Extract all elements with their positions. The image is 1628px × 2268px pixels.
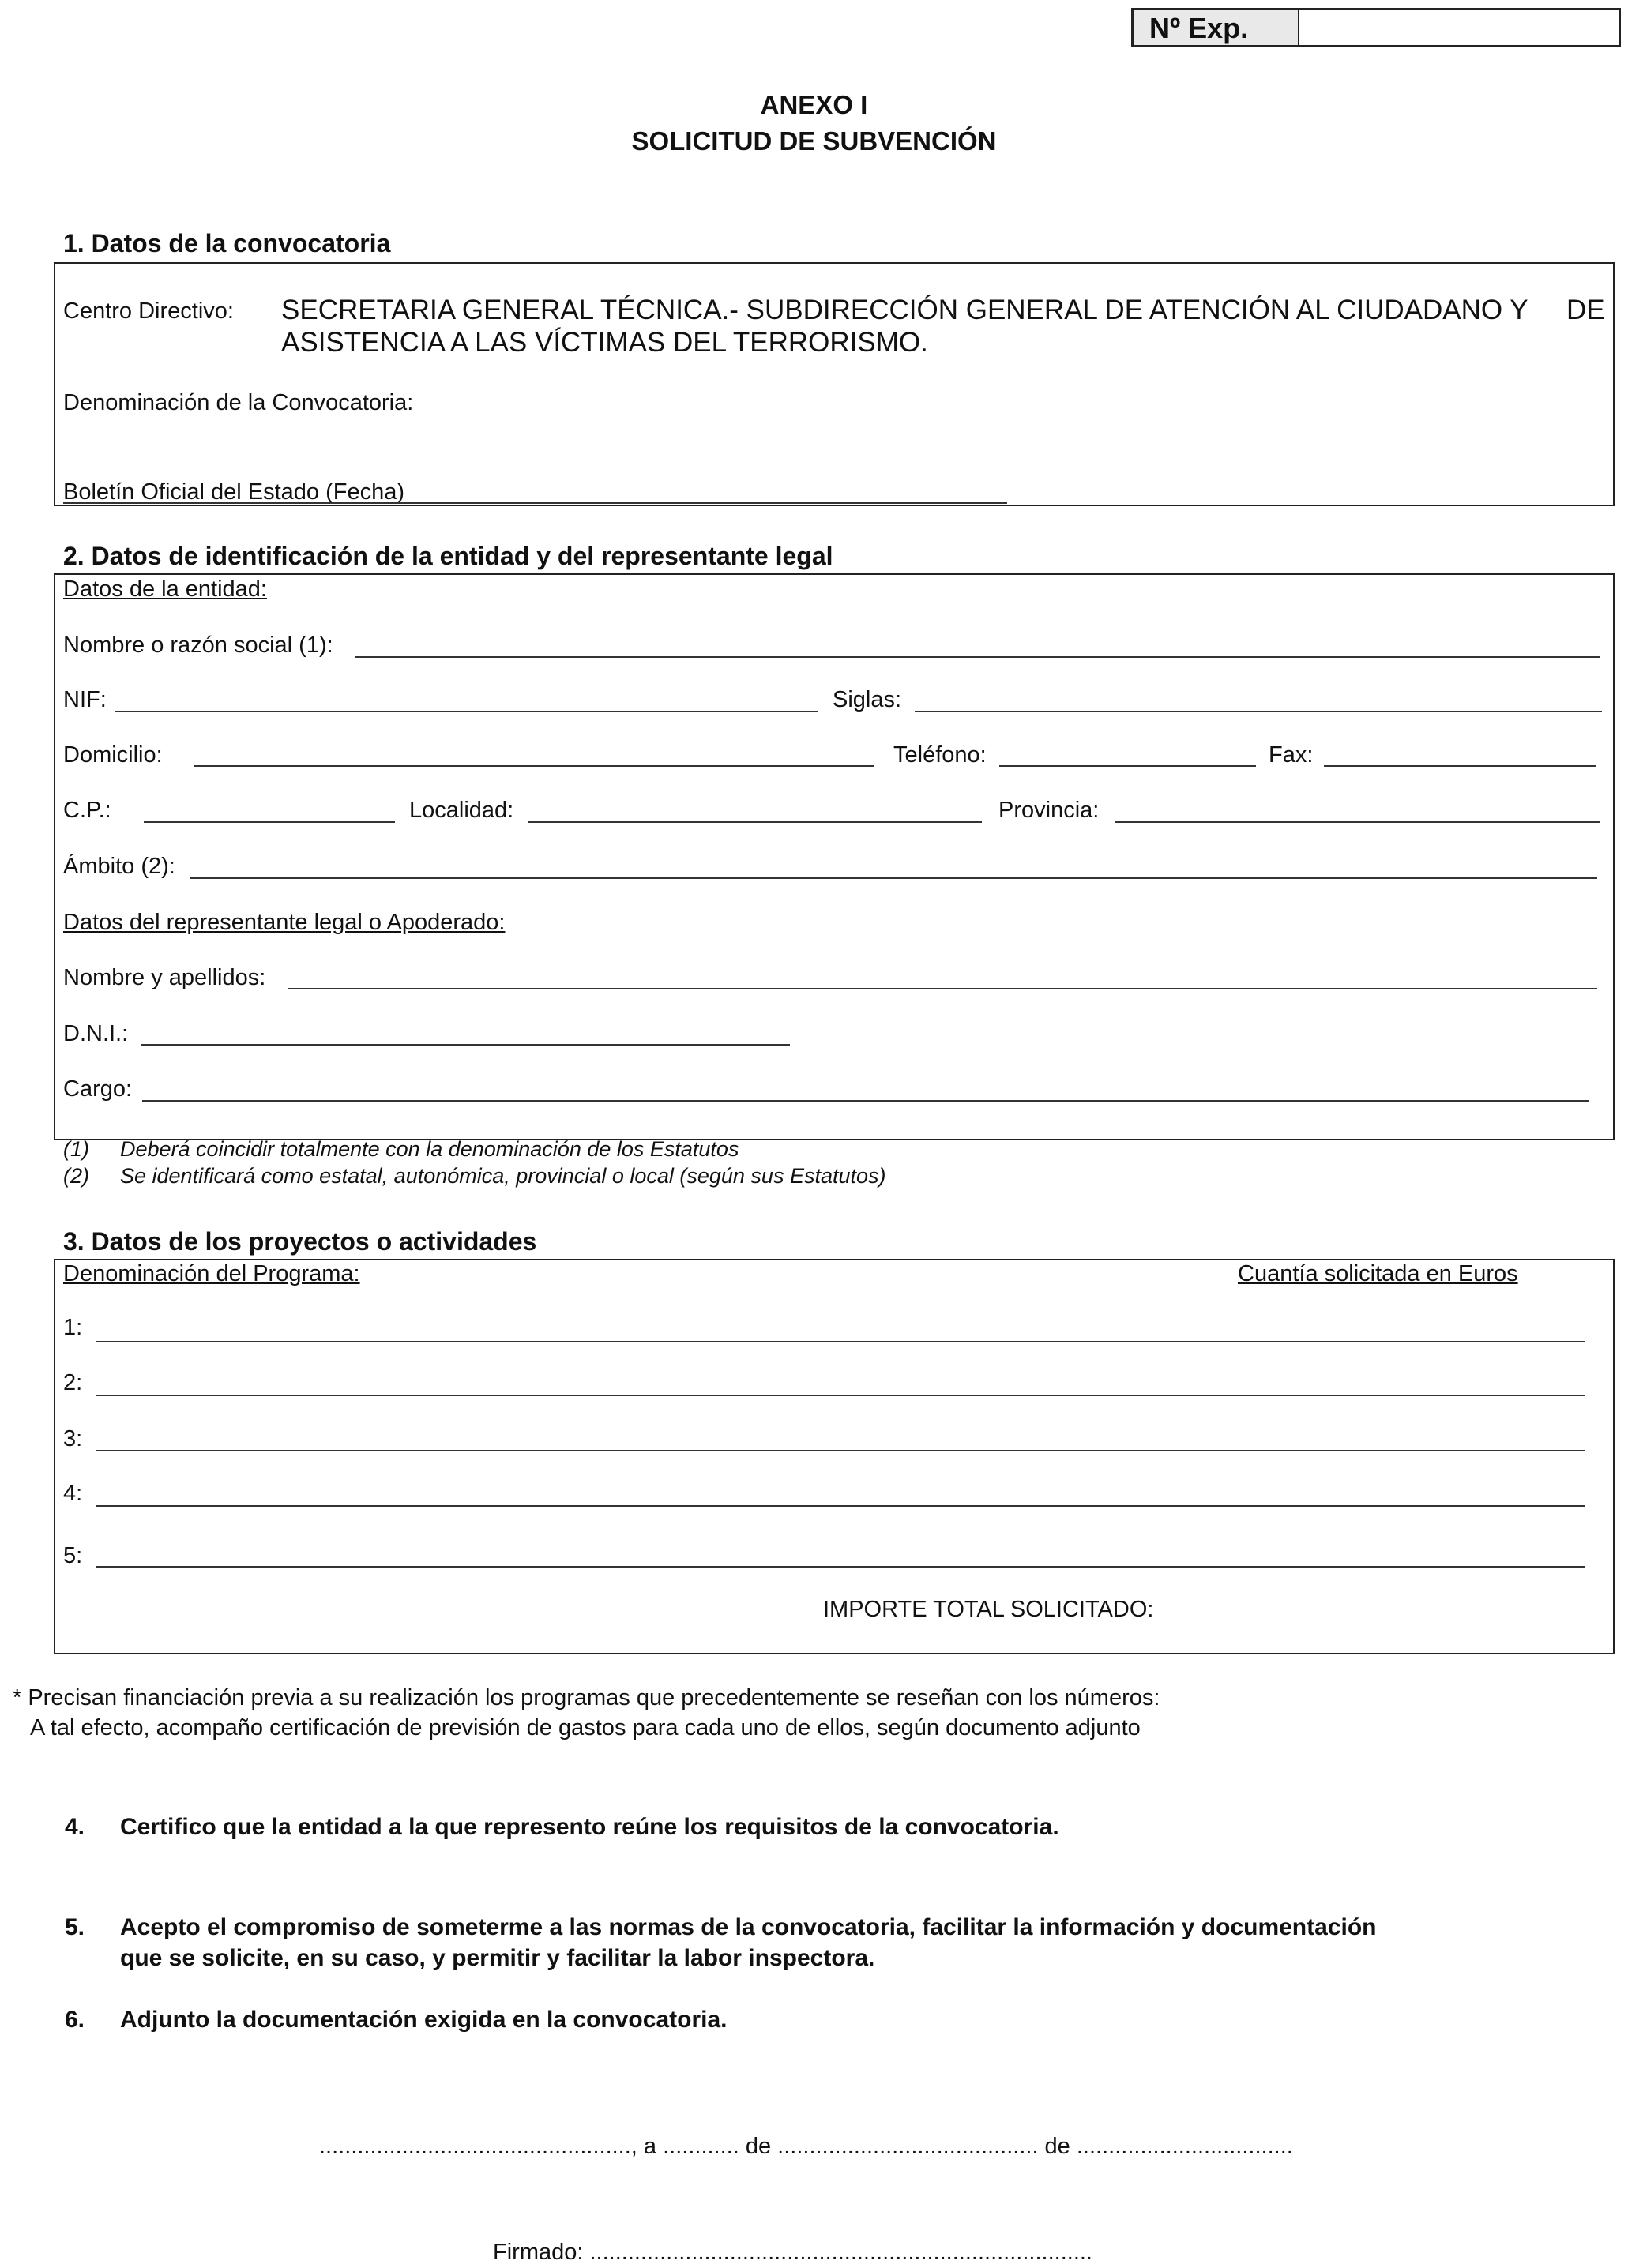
section3-box [54,1259,1615,1654]
provincia-field[interactable] [1115,821,1600,823]
program-row-3-field[interactable] [96,1450,1585,1451]
rep-nombre-apellidos-label: Nombre y apellidos: [63,965,266,990]
centro-directivo-value-line2: ASISTENCIA A LAS VÍCTIMAS DEL TERRORISMO. [281,327,928,358]
program-row-2-field[interactable] [96,1395,1585,1396]
dni-label: D.N.I.: [63,1021,129,1046]
localidad-label: Localidad: [409,798,514,823]
nif-label: NIF: [63,687,107,712]
boe-fecha-label: Boletín Oficial del Estado (Fecha) [63,479,404,505]
footnote-1-text: Deberá coincidir totalmente con la denominación de los Estatutos [120,1137,739,1161]
place-date-line[interactable]: ................................................., a ............ de ......................................... de .................................. [319,2134,1293,2159]
page-title: SOLICITUD DE SUBVENCIÓN [631,126,997,156]
precisan-financiacion-line2: A tal efecto, acompaño certificación de previsión de gastos para cada uno de ellos, según documento adjunto [30,1715,1141,1740]
cp-field[interactable] [144,821,395,823]
nif-field[interactable] [115,711,818,712]
firmado-line[interactable]: Firmado: ............................................................................... [493,2240,1092,2265]
program-row-5-label: 5: [63,1543,83,1568]
fax-label: Fax: [1269,742,1314,768]
footnote-2-number: (2) [63,1164,89,1188]
representante-data-title: Datos del representante legal o Apoderado: [63,910,506,935]
declaration-5-number: 5. [65,1914,85,1940]
section2-heading: 2. Datos de identificación de la entidad y del representante legal [63,542,833,570]
ambito-field[interactable] [190,877,1597,879]
programa-column-title: Denominación del Programa: [63,1261,360,1286]
section1-heading: 1. Datos de la convocatoria [63,229,391,257]
cp-label: C.P.: [63,798,111,823]
rep-nombre-apellidos-field[interactable] [288,988,1597,989]
siglas-label: Siglas: [833,687,902,712]
siglas-field[interactable] [915,711,1602,712]
cargo-field[interactable] [142,1100,1589,1102]
declaration-6-number: 6. [65,2007,85,2033]
denominacion-convocatoria-label: Denominación de la Convocatoria: [63,390,414,415]
expediente-label-cell [1134,10,1299,45]
precisan-financiacion-line1: * Precisan financiación previa a su realización los programas que precedentemente se reseñan con los números: [13,1685,1160,1710]
annex-heading: ANEXO I [760,90,868,119]
domicilio-field[interactable] [194,765,874,767]
declaration-6-text: Adjunto la documentación exigida en la convocatoria. [120,2007,728,2033]
program-row-4-field[interactable] [96,1505,1585,1507]
telefono-field[interactable] [999,765,1256,767]
program-row-5-field[interactable] [96,1566,1585,1568]
telefono-label: Teléfono: [893,742,987,768]
section3-heading: 3. Datos de los proyectos o actividades [63,1227,537,1256]
footnote-2-text: Se identificará como estatal, autonómica, provincial o local (según sus Estatutos) [120,1164,886,1188]
declaration-4-text: Certifico que la entidad a la que represento reúne los requisitos de la convocatoria. [120,1814,1059,1840]
localidad-field[interactable] [528,821,982,823]
expediente-number-box[interactable] [1131,8,1621,47]
footnote-1-number: (1) [63,1137,89,1161]
program-row-2-label: 2: [63,1370,83,1395]
expediente-label: Nº Exp. [1149,12,1249,44]
cargo-label: Cargo: [63,1076,133,1102]
nombre-razon-social-label: Nombre o razón social (1): [63,633,333,658]
program-row-1-field[interactable] [96,1341,1585,1342]
declaration-5-text-line2: que se solicite, en su caso, y permitir y facilitar la labor inspectora. [120,1945,875,1971]
centro-directivo-value-de: DE [1566,295,1605,325]
centro-directivo-label: Centro Directivo: [63,299,234,324]
nombre-razon-social-field[interactable] [355,656,1600,658]
provincia-label: Provincia: [998,798,1100,823]
domicilio-label: Domicilio: [63,742,163,768]
ambito-label: Ámbito (2): [63,854,175,879]
cuantia-column-title: Cuantía solicitada en Euros [1238,1261,1518,1286]
boe-fecha-field[interactable] [63,502,1007,504]
entidad-data-title: Datos de la entidad: [63,576,267,602]
declaration-4-number: 4. [65,1814,85,1840]
declaration-5-text-line1: Acepto el compromiso de someterme a las normas de la convocatoria, facilitar la información y documentación [120,1914,1377,1940]
centro-directivo-value-line1: SECRETARIA GENERAL TÉCNICA.- SUBDIRECCIÓN GENERAL DE ATENCIÓN AL CIUDADANO Y [281,295,1528,325]
dni-field[interactable] [141,1044,790,1046]
program-row-3-label: 3: [63,1426,83,1451]
fax-field[interactable] [1324,765,1596,767]
importe-total-label: IMPORTE TOTAL SOLICITADO: [823,1597,1154,1622]
program-row-4-label: 4: [63,1481,83,1506]
program-row-1-label: 1: [63,1315,83,1340]
